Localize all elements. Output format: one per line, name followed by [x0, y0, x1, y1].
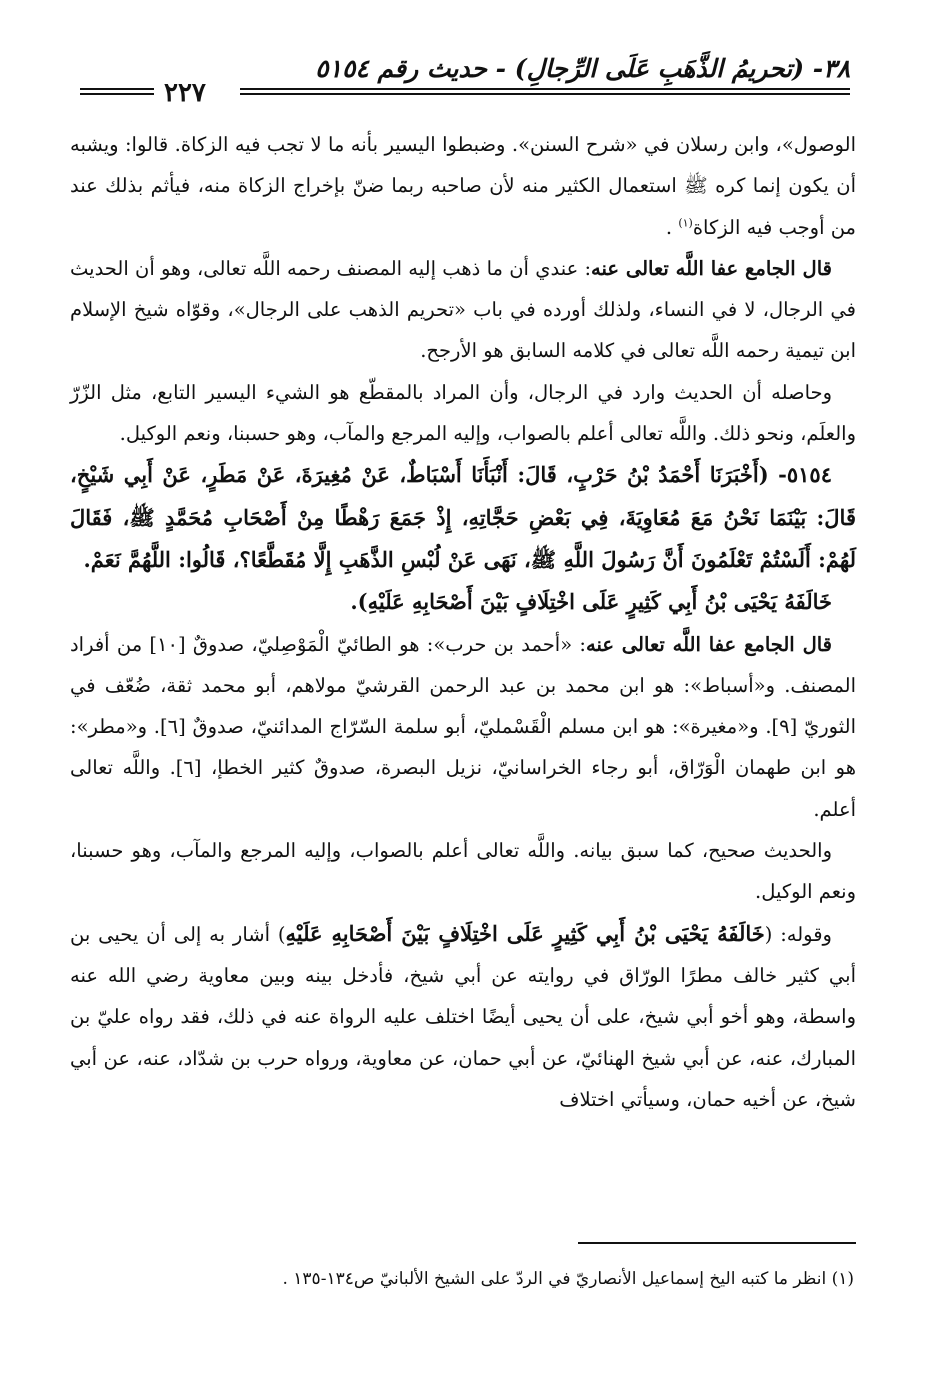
footnote: (١) انظر ما كتبه اليخ إسماعيل الأنصاريّ في الردّ على الشيخ الألبانيّ ص١٣٤-١٣٥ .	[282, 1269, 854, 1289]
paragraph	[70, 248, 856, 372]
body-text: وحاصله أن الحديث وارد في الرجال، وأن المراد بالمقطّع هو الشيء اليسير التابع، مثل الزّرّ والعلَم، ونحو ذلك. واللَّه تعالى أعلم بالصواب، وإليه المرجع والمآب، وهو حسبنا، ونعم الوكيل.	[70, 380, 856, 446]
hadith-text: خَالَفَهُ يَحْيَى بْنُ أَبِي كَثِيرٍ عَلَى اخْتِلَافٍ بَيْنَ أَصْحَابِهِ عَلَيْهِ	[285, 920, 765, 946]
paragraph	[70, 913, 856, 1120]
page-header	[80, 48, 850, 108]
page-number: ٢٢٧	[164, 78, 206, 108]
paragraph	[70, 372, 856, 455]
speaker-label: قال الجامع عفا اللَّه تعالى عنه	[585, 632, 833, 656]
paragraph	[70, 581, 856, 623]
chapter-title: ٣٨- (تحريمُ الذَّهَبِ عَلَى الرِّجالِ) - حديث رقم ٥١٥٤	[315, 54, 850, 83]
page-body	[70, 124, 856, 1120]
hadith-text: ٥١٥٤- (أَخْبَرَنَا أَحْمَدُ بْنُ حَرْبٍ، قَالَ: أَنْبَأَنَا أَسْبَاطٌ، عَنْ مُغِيرَةَ، عَنْ مَطَرٍ، عَنْ أَبِي شَيْخٍ، قَالَ: بَيْنَمَا نَحْنُ مَعَ مُعَاوِيَةَ، فِي بَعْضِ حَجَّاتِهِ، إِذْ جَمَعَ رَهْطًا مِنْ أَصْحَابِ مُحَمَّدٍ ﷺ، فَقَالَ لَهُمْ: أَلَسْتُمْ تَعْلَمُونَ أَنَّ رَسُولَ اللَّهِ ﷺ، نَهَى عَنْ لُبْسِ الذَّهَبِ إِلَّا مُقَطَّعًا؟، قَالُوا: اللَّهُمَّ نَعَمْ.	[70, 462, 856, 572]
header-rule-short	[80, 88, 154, 95]
body-text: الوصول»، وابن رسلان في «شرح السنن». وضبطوا اليسير بأنه ما لا تجب فيه الزكاة. قالوا: ويشبه أن يكون إنما كره ﷺ استعمال الكثير منه لأن صاحبه ربما ضنّ بإخراج الزكاة منه، فيأثم بذلك عند من أوجب فيه الزكاة	[70, 133, 856, 239]
footnote-marker: (١)	[678, 216, 693, 230]
body-text: وقوله: (	[764, 922, 832, 946]
body-text: والحديث صحيح، كما سبق بيانه. واللَّه تعالى أعلم بالصواب، وإليه المرجع والمآب، وهو حسبنا، ونعم الوكيل.	[70, 839, 856, 904]
body-text: : «أحمد بن حرب»: هو الطائيّ الْمَوْصِليّ، صدوقٌ [١٠] من أفراد المصنف. و«أسباط»: هو ابن محمد بن عبد الرحمن القرشيّ مولاهم، أبو محمد ثقة، ضُعّف في الثوريّ [٩]. و«مغيرة»: هو ابن مسلم الْقَسْمليّ، أبو سلمة السّرّاج المدائنيّ، صدوقٌ [٦]. و«مطر»: هو ابن طهمان الْوَرّاق، أبو رجاء الخراسانيّ، نزيل البصرة، صدوقٌ كثير الخطإ، [٦]. واللَّه تعالى أعلم.	[70, 632, 856, 821]
body-text: .	[665, 215, 679, 239]
footnote-rule	[578, 1242, 856, 1244]
paragraph	[70, 454, 856, 581]
paragraph	[70, 124, 856, 248]
body-text: ) أشار به إلى أن يحيى بن أبي كثير خالف مطرًا الورّاق في روايته عن أبي شيخ، فأدخل بينه وبين معاوية رضي الله عنه واسطة، وهو أخو أبي شيخ، على أن يحيى أيضًا اختلف عليه الرواة عنه في ذلك، فقد رواه عليّ بن المبارك، عنه، عن أبي شيخ الهنائيّ، عن أبي حمان، عن معاوية، ورواه حرب بن شدّاد، عنه، عن أبي شيخ، عن أخيه حمان، وسيأتي اختلاف	[70, 922, 856, 1111]
paragraph	[70, 624, 856, 830]
speaker-label: قال الجامع عفا اللَّه تعالى عنه	[591, 256, 832, 280]
body-text: : عندي أن ما ذهب إليه المصنف رحمه اللَّه تعالى، وهو أن الحديث في الرجال، لا في النساء، ولذلك أورده في باب «تحريم الذهب على الرجال»، وقوّاه شيخ الإسلام ابن تيمية رحمه اللَّه تعالى في كلامه السابق هو الأرجح.	[70, 256, 856, 363]
paragraph	[70, 830, 856, 913]
hadith-text: خَالَفَهُ يَحْيَى بْنُ أَبِي كَثِيرٍ عَلَى اخْتِلَافٍ بَيْنَ أَصْحَابِهِ عَلَيْهِ).	[350, 589, 832, 615]
header-rule	[240, 88, 850, 95]
